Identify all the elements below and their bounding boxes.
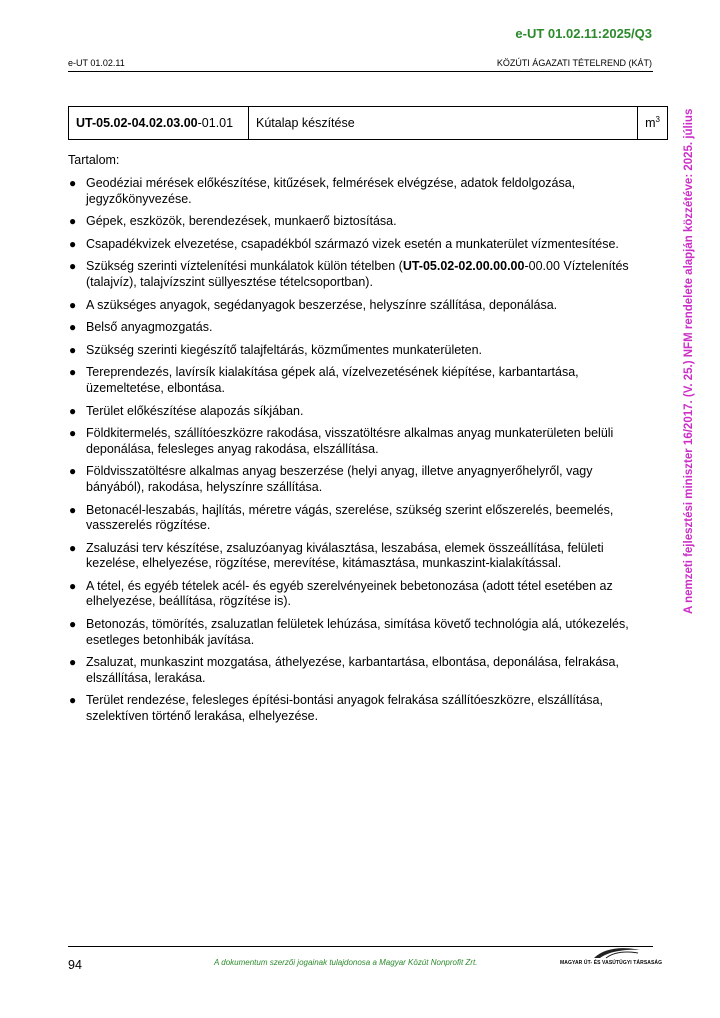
- list-item: [68, 298, 643, 314]
- bullet-dot-icon: ●: [69, 426, 77, 441]
- item-code-suffix: -01.01: [197, 116, 234, 130]
- content-section: [68, 153, 643, 732]
- item-unit: m: [645, 116, 656, 131]
- list-item-text-code: UT-05.02-02.00.00.00: [402, 259, 525, 274]
- bullet-dot-icon: ●: [69, 617, 77, 632]
- list-item-text: Betonozás, tömörítés, zsaluzatlan felületek lehúzása, simítása követő technológia alá, utókezelés, esetleges betonhibák javítása.: [86, 617, 629, 647]
- list-item-text: Zsaluzat, munkaszint mozgatása, áthelyezése, karbantartása, elbontása, deponálása, felrakása, elszállítása, lerakása.: [86, 655, 619, 685]
- list-item-text: Zsaluzási terv készítése, zsaluzóanyag kiválasztása, leszabása, elemek összeállítása, felületi kezelése, elhelyezése, rögzítése, merevítése, kitámasztása, munkaszint-kialakítással.: [86, 540, 604, 571]
- bullet-dot-icon: ●: [69, 578, 77, 593]
- bullet-dot-icon: ●: [69, 176, 77, 190]
- list-item-text: Csapadékvizek elvezetése, csapadékból származó vizek esetén a munkaterület vízmentesítése.: [86, 236, 619, 251]
- bullet-dot-icon: ●: [69, 693, 77, 708]
- list-item: [68, 426, 643, 457]
- header-left: e-UT 01.02.11: [68, 58, 125, 68]
- list-item-text: Belső anyagmozgatás.: [86, 320, 213, 335]
- list-item: [68, 503, 643, 534]
- list-item-text: Földvisszatöltésre alkalmas anyag beszerzése (helyi anyag, illetve anyagnyerőhelyről, vagy bányából), rakodása, helyszínre szállítása.: [86, 464, 593, 494]
- list-item: [68, 617, 643, 648]
- list-item-text: Szükség szerinti kiegészítő talajfeltárás, közműmentes munkaterületen.: [86, 342, 483, 357]
- list-item: [68, 693, 643, 724]
- list-item: [68, 176, 643, 207]
- page-number: 94: [68, 958, 82, 972]
- list-item: [68, 404, 643, 420]
- publisher-logo-text: MAGYAR ÚT- ÉS VASÚTÜGYI TÁRSASÁG: [560, 960, 663, 966]
- side-publication-note: A nemzeti fejlesztési miniszter 16/2017. (V. 25.) NFM rendelete alapján közzétéve: 2025. július: [683, 108, 695, 614]
- list-item-text: Betonacél-leszabás, hajlítás, méretre vágás, szerelése, szükség szerint előszerelés, beemelés, vasszerelés rögzítése.: [86, 502, 614, 533]
- list-item-text: Terület előkészítése alapozás síkjában.: [86, 403, 304, 418]
- bullet-dot-icon: ●: [69, 365, 77, 380]
- list-item: [68, 365, 643, 396]
- list-item: [68, 259, 643, 290]
- item-code-table: [68, 106, 668, 140]
- list-item: [68, 343, 643, 359]
- item-name-cell: Kútalap készítése: [249, 107, 638, 140]
- bullet-dot-icon: ●: [69, 259, 77, 274]
- list-item-text: Terület rendezése, felesleges építési-bontási anyagok felrakása szállítóeszközre, elszállítása, szelektíven történő lerakása, elhelyezése.: [86, 693, 603, 724]
- item-code-bold: UT-05.02-04.02.03.00: [76, 116, 198, 130]
- header-right: KÖZÚTI ÁGAZATI TÉTELREND (KÁT): [496, 58, 652, 68]
- bullet-dot-icon: ●: [69, 320, 77, 335]
- list-item-text: Földkitermelés, szállítóeszközre rakodása, visszatöltésre alkalmas anyag munkaterületen belüli deponálása, felesleges anyag rakodása, elszállítása.: [86, 426, 614, 456]
- bullet-dot-icon: ●: [69, 502, 77, 517]
- list-item: [68, 579, 643, 610]
- list-item-text: A tétel, és egyéb tételek acél- és egyéb szerelvényeinek bebetonozása (adott tétel esetében az elhelyezése, beállítása, rögzítése is).: [86, 578, 613, 609]
- list-item: [68, 655, 643, 686]
- item-unit-exponent: 3: [655, 115, 660, 125]
- doc-code: e-UT 01.02.11:2025/Q3: [515, 26, 652, 41]
- bullet-dot-icon: ●: [69, 342, 77, 357]
- bullet-dot-icon: ●: [69, 655, 77, 670]
- list-item: [68, 214, 643, 230]
- content-title: Tartalom:: [68, 153, 120, 167]
- list-item-text: Tereprendezés, lavírsík kialakítása gépek alá, vízelvezetésének kiépítése, karbantartása, üzemeltetése, elbontása.: [86, 365, 579, 395]
- item-row: [69, 107, 668, 140]
- list-item-text: A szükséges anyagok, segédanyagok beszerzése, helyszínre szállítása, deponálása.: [86, 297, 558, 312]
- bullet-dot-icon: ●: [69, 403, 77, 418]
- list-item-text: Geodéziai mérések előkészítése, kitűzések, felmérések elvégzése, adatok feldolgozása, jegyzőkönyvezése.: [86, 176, 576, 206]
- list-item-text-pre: Szükség szerinti víztelenítési munkálatok külön tételben (: [86, 259, 403, 274]
- list-item: [68, 320, 643, 336]
- list-item: [68, 237, 643, 253]
- bullet-dot-icon: ●: [69, 464, 77, 479]
- footer-copyright: A dokumentum szerzői jogainak tulajdonosa a Magyar Közút Nonprofit Zrt.: [214, 958, 478, 967]
- list-item: [68, 464, 643, 495]
- list-item-text: Gépek, eszközök, berendezések, munkaerő biztosítása.: [86, 214, 397, 229]
- item-code-cell: [69, 107, 249, 140]
- header-divider: [68, 71, 653, 72]
- publisher-logo: [560, 946, 663, 970]
- bullet-dot-icon: ●: [69, 297, 77, 312]
- list-item: [68, 541, 643, 572]
- bullet-dot-icon: ●: [69, 236, 77, 251]
- bullet-dot-icon: ●: [69, 540, 77, 555]
- bullet-list: [68, 176, 643, 725]
- list-item-text-post: -00.00 Víztelenítés (talajvíz), talajvízszint süllyesztése tételcsoportban).: [86, 259, 629, 289]
- item-unit-cell: [638, 107, 668, 140]
- road-swoosh-icon: [560, 946, 656, 960]
- bullet-dot-icon: ●: [69, 214, 77, 229]
